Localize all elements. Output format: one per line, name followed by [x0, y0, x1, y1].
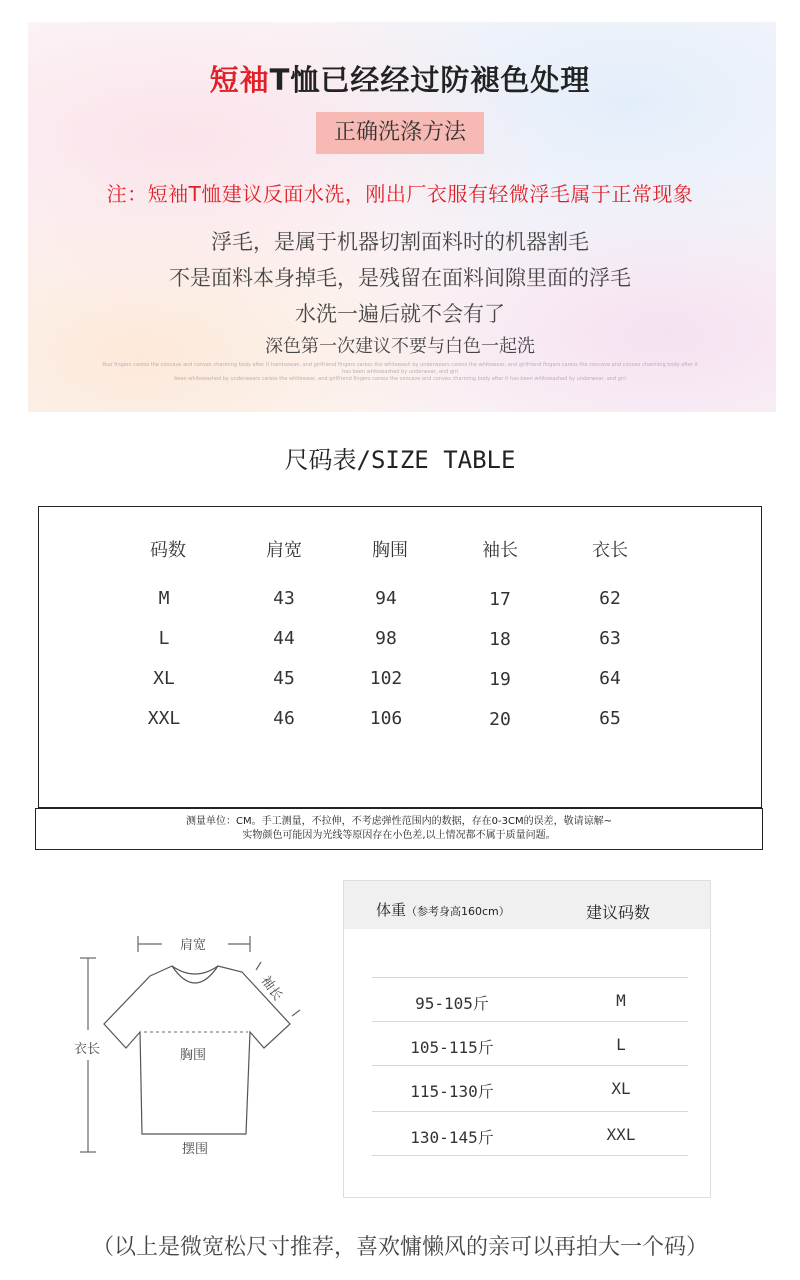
row-divider: [372, 1155, 688, 1156]
header-weight-note: （参考身高160cm）: [406, 905, 510, 918]
weight-range: 130-145斤: [410, 1128, 494, 1147]
washing-note: 注：短袖T恤建议反面水洗，刚出厂衣服有轻微浮毛属于正常现象: [106, 182, 694, 206]
weight-range: 95-105斤: [415, 994, 489, 1013]
recommended-size: L: [616, 1035, 626, 1054]
lint-explanation-1: 浮毛，是属于机器切割面料时的机器割毛: [211, 230, 589, 254]
diagram-label-hem: 摆围: [182, 1142, 209, 1157]
table-cell: 62: [599, 588, 621, 609]
measurement-note-line-1: 测量单位：CM。手工测量，不拉伸，不考虑弹性范围内的数据，存在0-3CM的误差，敬请谅解~: [186, 816, 612, 827]
table-cell: 63: [599, 628, 621, 649]
headline-text: T恤已经经过防褪色处理: [269, 63, 591, 97]
table-cell: XL: [153, 668, 175, 689]
table-cell: M: [158, 588, 170, 609]
table-cell: 64: [599, 668, 621, 689]
weight-range: 105-115斤: [410, 1038, 494, 1057]
diagram-label-chest: 胸围: [180, 1048, 207, 1063]
recommended-size: XXL: [606, 1125, 636, 1144]
size-header-size: 码数: [150, 540, 186, 561]
table-cell: 45: [273, 668, 295, 689]
lint-explanation-2: 不是面料本身掉毛，是残留在面料间隙里面的浮毛: [169, 266, 631, 290]
diagram-label-shoulder: 肩宽: [180, 938, 207, 953]
recommended-size: XL: [611, 1079, 631, 1098]
tshirt-measurement-diagram: [60, 920, 320, 1160]
measurement-note: [35, 808, 763, 850]
size-table-title: 尺码表/SIZE TABLE: [284, 446, 516, 474]
table-cell: 98: [375, 628, 397, 649]
size-header-shoulder: 肩宽: [266, 540, 302, 561]
decorative-fine-text-2: been whitewashed by underwears caress the whitewear, and girlfriend fingers caress the concave and convex charming body after it has been whitewashed by underwear, and girl: [174, 376, 626, 382]
lint-explanation-3: 水洗一遍后就不会有了: [295, 302, 505, 326]
table-cell: 18: [489, 629, 511, 650]
weight-range: 115-130斤: [410, 1082, 494, 1101]
table-cell: 46: [273, 708, 295, 729]
table-cell: 106: [369, 708, 403, 729]
table-cell: 19: [489, 669, 511, 690]
row-divider: [372, 1111, 688, 1112]
row-divider: [372, 1065, 688, 1066]
table-cell: 94: [375, 588, 397, 609]
size-advice-footer: （以上是微宽松尺寸推荐，喜欢慵懒风的亲可以再拍大一个码）: [91, 1235, 708, 1260]
header-weight-label: 体重: [376, 901, 407, 919]
table-cell: 17: [489, 589, 511, 610]
size-header-sleeve: 袖长: [482, 540, 518, 561]
table-cell: 102: [369, 668, 403, 689]
table-cell: 65: [599, 708, 621, 729]
diagram-label-sleeve: 袖长: [257, 973, 285, 1004]
row-divider: [372, 1021, 688, 1022]
size-recommendation-table: [343, 880, 711, 1198]
table-cell: L: [158, 628, 170, 649]
measurement-note-line-2: 实物颜色可能因为光线等原因存在小色差,以上情况都不属于质量问题。: [242, 830, 556, 841]
washing-method-pill: 正确洗涤方法: [316, 112, 484, 154]
table-cell: 43: [273, 588, 295, 609]
row-divider: [372, 977, 688, 978]
recommended-size: M: [616, 991, 626, 1010]
size-header-chest: 胸围: [372, 540, 408, 561]
dark-color-advice: 深色第一次建议不要与白色一起洗: [265, 336, 535, 357]
table-cell: XXL: [147, 708, 181, 729]
table-cell: 44: [273, 628, 295, 649]
size-header-length: 衣长: [592, 540, 628, 561]
header-recommended-size: 建议码数: [586, 903, 651, 922]
decorative-fine-text-1: Your fingers caress the concave and convex charming body after it handsewan, and girlfriend fingers caress the whitewash by underwears caress the whitewear, and girlfriend fingers caress the concave and convex charming body after it has been whitewashed by underwear, and girl: [102, 362, 698, 375]
headline-red-text: 短袖: [209, 63, 270, 97]
table-cell: 20: [489, 709, 511, 730]
care-headline: [0, 58, 800, 99]
diagram-label-length: 衣长: [74, 1042, 101, 1057]
header-weight: [376, 899, 510, 920]
